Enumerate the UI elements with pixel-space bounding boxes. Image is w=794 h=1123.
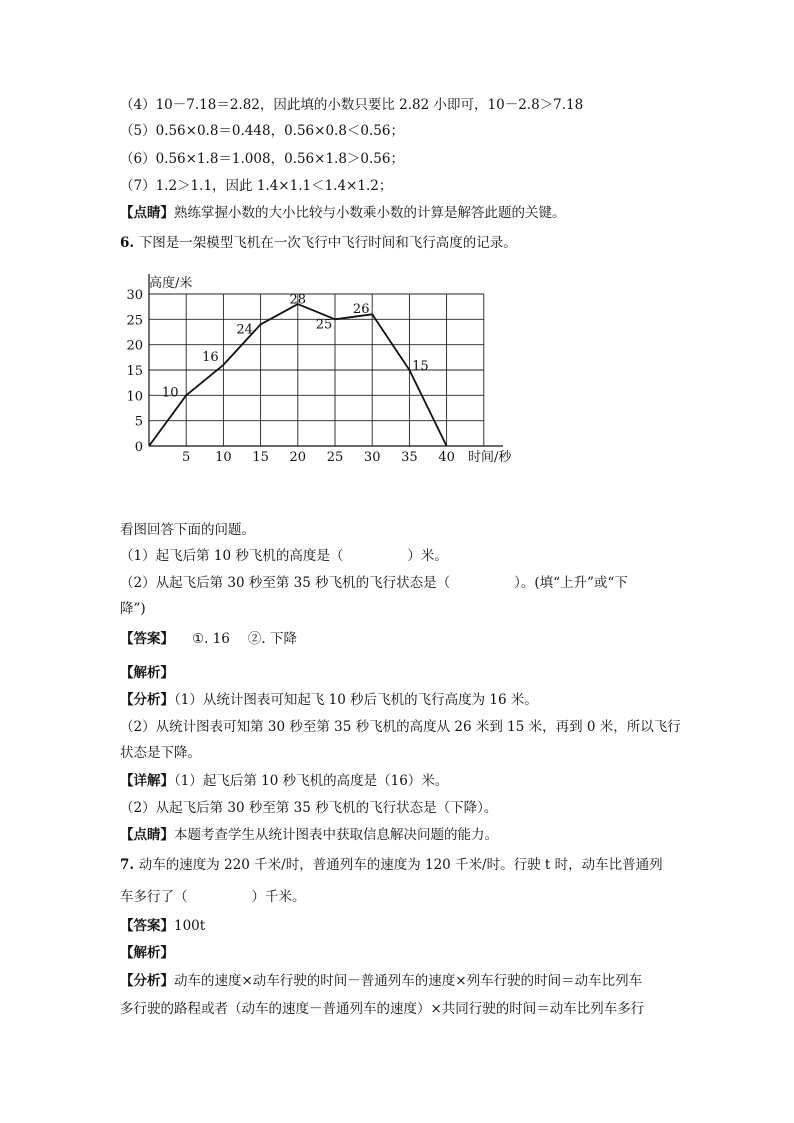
x-tick-label: 40 (438, 450, 455, 465)
data-label: 25 (315, 317, 333, 333)
y-axis-label: 高度/米 (149, 276, 193, 291)
data-label: 26 (352, 301, 370, 317)
flight-height-chart (120, 268, 540, 468)
q7-fenxi-2: 多行驶的路程或者（动车的速度－普通列车的速度）×共同行驶的时间＝动车比列车多行 (120, 1001, 645, 1017)
q6-sub-question-2-wrap: 降”) (120, 601, 146, 617)
question-6-stem (120, 233, 517, 253)
x-tick-labels (182, 450, 455, 465)
y-tick-label: 20 (126, 338, 143, 354)
q7-analysis-label: 【解析】 (120, 945, 174, 961)
x-axis-label: 时间/秒 (468, 450, 512, 465)
solution-line-7: （7）1.2＞1.1，因此 1.4×1.1＜1.4×1.2； (120, 178, 393, 194)
answer-label: 【答案】 (120, 631, 174, 647)
x-tick-label: 5 (182, 450, 191, 465)
y-tick-labels (126, 288, 143, 455)
x-tick-label: 10 (215, 450, 232, 465)
y-tick-label: 30 (126, 288, 143, 303)
question-7-stem: 7. 动车的速度为 220 千米/时，普通列车的速度为 120 千米/时。行驶 t 时，动车比普通列 (120, 857, 663, 873)
x-tick-label: 35 (401, 450, 418, 465)
y-tick-label: 15 (126, 364, 143, 379)
solution-line-5: （5）0.56×0.8＝0.448，0.56×0.8＜0.56； (120, 123, 404, 139)
q6-instruction: 看图回答下面的问题。 (120, 522, 255, 538)
data-labels (162, 293, 429, 401)
x-tick-label: 30 (363, 450, 381, 465)
q7-answer: 【答案】100t (120, 918, 206, 934)
question-number: 7. (120, 857, 139, 873)
note-text: 熟练掌握小数的大小比较与小数乘小数的计算是解答此题的关键。 (174, 205, 566, 221)
data-label: 10 (161, 385, 179, 401)
q6-fenxi-2-wrap: 状态是下降。 (120, 745, 201, 761)
q6-fenxi-2: （2）从统计图表可知第 30 秒至第 35 秒飞机的高度从 26 米到 15 米，再到 0 米，所以飞行 (120, 719, 681, 735)
data-label: 24 (236, 322, 253, 338)
question-number: 6. (120, 235, 139, 251)
answer-2: ②. 下降 (247, 631, 297, 647)
question-stem: 下图是一架模型飞机在一次飞行中飞行时间和飞行高度的记录。 (138, 235, 517, 251)
solution-line-4: （4）10－7.18＝2.82，因此填的小数只要比 2.82 小即可，10－2.8＞7.18 (120, 97, 584, 113)
q6-analysis-label: 【解析】 (120, 665, 174, 681)
y-tick-label: 5 (134, 414, 143, 430)
q6-note: 【点睛】本题考查学生从统计图表中获取信息解决问题的能力。 (120, 827, 498, 843)
x-tick-label: 15 (252, 450, 269, 465)
q6-xiangjie-2: （2）从起飞后第 30 秒至第 35 秒飞机的飞行状态是（下降）。 (120, 800, 498, 816)
data-label: 16 (202, 349, 219, 365)
q6-sub-question-1: （1）起飞后第 10 秒飞机的高度是（ ）米。 (120, 548, 448, 564)
data-label: 15 (412, 359, 429, 374)
note-label: 【点睛】 (120, 205, 174, 221)
prev-note (120, 203, 566, 223)
answer-1: ①. 16 (192, 631, 230, 647)
q6-fenxi-1: 【分析】（1）从统计图表可知起飞 10 秒后飞机的飞行高度为 16 米。 (120, 692, 538, 708)
q7-fenxi-1: 【分析】动车的速度×动车行驶的时间－普通列车的速度×列车行驶的时间＝动车比列车 (120, 973, 643, 989)
q6-answer (120, 629, 297, 649)
q6-xiangjie-1: 【详解】（1）起飞后第 10 秒飞机的高度是（16）米。 (120, 773, 449, 789)
x-tick-label: 20 (289, 450, 307, 465)
q6-sub-question-2: （2）从起飞后第 30 秒至第 35 秒飞机的飞行状态是（ ）。(填“上升”或“下 (120, 575, 628, 591)
y-tick-label: 10 (126, 389, 143, 405)
solution-line-6: （6）0.56×1.8＝1.008，0.56×1.8＞0.56； (120, 151, 404, 167)
y-tick-label: 25 (126, 313, 143, 329)
question-7-stem-wrap: 车多行了（ ）千米。 (120, 889, 306, 905)
data-label: 28 (289, 292, 307, 308)
y-tick-label: 0 (134, 440, 143, 455)
x-tick-label: 25 (326, 450, 344, 465)
